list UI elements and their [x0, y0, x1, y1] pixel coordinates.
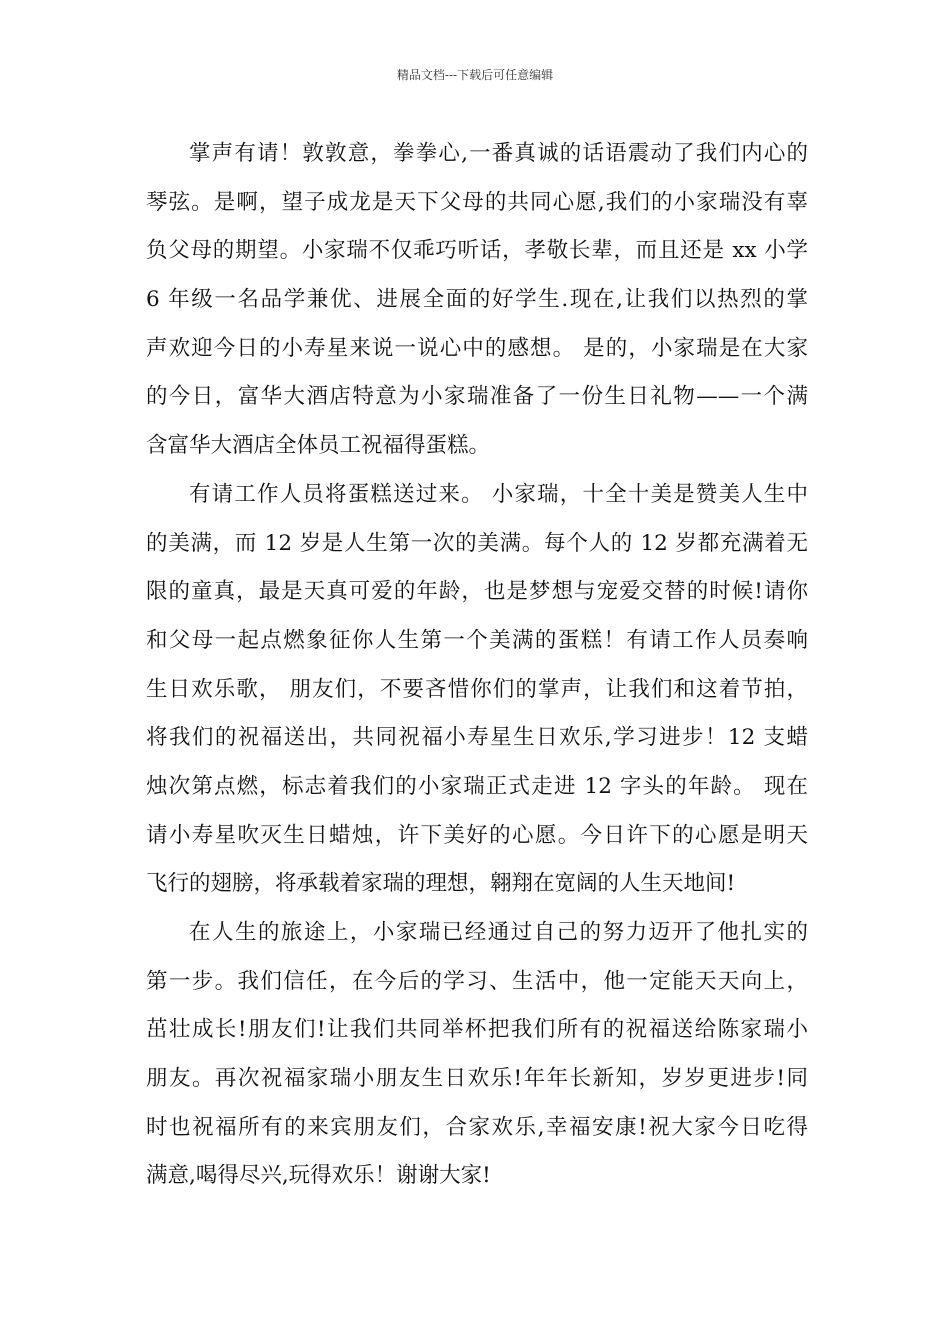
text-line: 请小寿星吹灭生日蜡烛，许下美好的心愿。今日许下的心愿是明天 — [146, 822, 808, 848]
document-body — [146, 130, 808, 1201]
text-line: 6 年级一名品学兼优、进展全面的好学生.现在,让我们以热烈的掌 — [146, 287, 808, 313]
text-line: 第一步。我们信任，在今后的学习、生活中，他一定能天天向上， — [146, 968, 808, 994]
text-line: 琴弦。是啊，望子成龙是天下父母的共同心愿,我们的小家瑞没有辜 — [146, 189, 808, 215]
text-line: 时也祝福所有的来宾朋友们，合家欢乐,幸福安康!祝大家今日吃得 — [146, 1114, 808, 1140]
page-header: 精品文档---下载后可任意编辑 — [396, 68, 554, 82]
text-line: 负父母的期望。小家瑞不仅乖巧听话，孝敬长辈，而且还是 xx 小学 — [146, 238, 808, 264]
text-line: 生日欢乐歌， 朋友们，不要吝惜你们的掌声，让我们和这着节拍， — [146, 676, 808, 702]
text-line: 在人生的旅途上，小家瑞已经通过自己的努力迈开了他扎实的 — [189, 920, 808, 945]
text-line: 的美满，而 12 岁是人生第一次的美满。每个人的 12 岁都充满着无 — [146, 530, 808, 556]
text-line: 茁壮成长!朋友们!让我们共同举杯把我们所有的祝福送给陈家瑞小 — [146, 1017, 808, 1043]
text-line: 和父母一起点燃象征你人生第一个美满的蛋糕！有请工作人员奏响 — [146, 627, 808, 653]
text-line: 限的童真，最是天真可爱的年龄，也是梦想与宠爱交替的时候!请你 — [146, 579, 808, 605]
text-line: 的今日，富华大酒店特意为小家瑞准备了一份生日礼物——一个满 — [146, 384, 808, 410]
text-line: 掌声有请！敦敦意，拳拳心,一番真诚的话语震动了我们内心的 — [189, 141, 808, 166]
text-line: 声欢迎今日的小寿星来说一说心中的感想。 是的，小家瑞是在大家 — [146, 335, 808, 361]
text-line: 朋友。再次祝福家瑞小朋友生日欢乐!年年长新知，岁岁更进步!同 — [146, 1066, 808, 1092]
text-line: 满意,喝得尽兴,玩得欢乐！谢谢大家! — [146, 1163, 491, 1189]
text-line: 有请工作人员将蛋糕送过来。 小家瑞，十全十美是赞美人生中 — [189, 481, 808, 507]
text-line: 含富华大酒店全体员工祝福得蛋糕。 — [146, 433, 491, 459]
text-line: 飞行的翅膀，将承载着家瑞的理想，翱翔在宽阔的人生天地间! — [146, 871, 736, 897]
text-line: 烛次第点燃，标志着我们的小家瑞正式走进 12 字头的年龄。 现在 — [146, 773, 808, 799]
text-line: 将我们的祝福送出，共同祝福小寿星生日欢乐,学习进步！12 支蜡 — [146, 725, 808, 751]
